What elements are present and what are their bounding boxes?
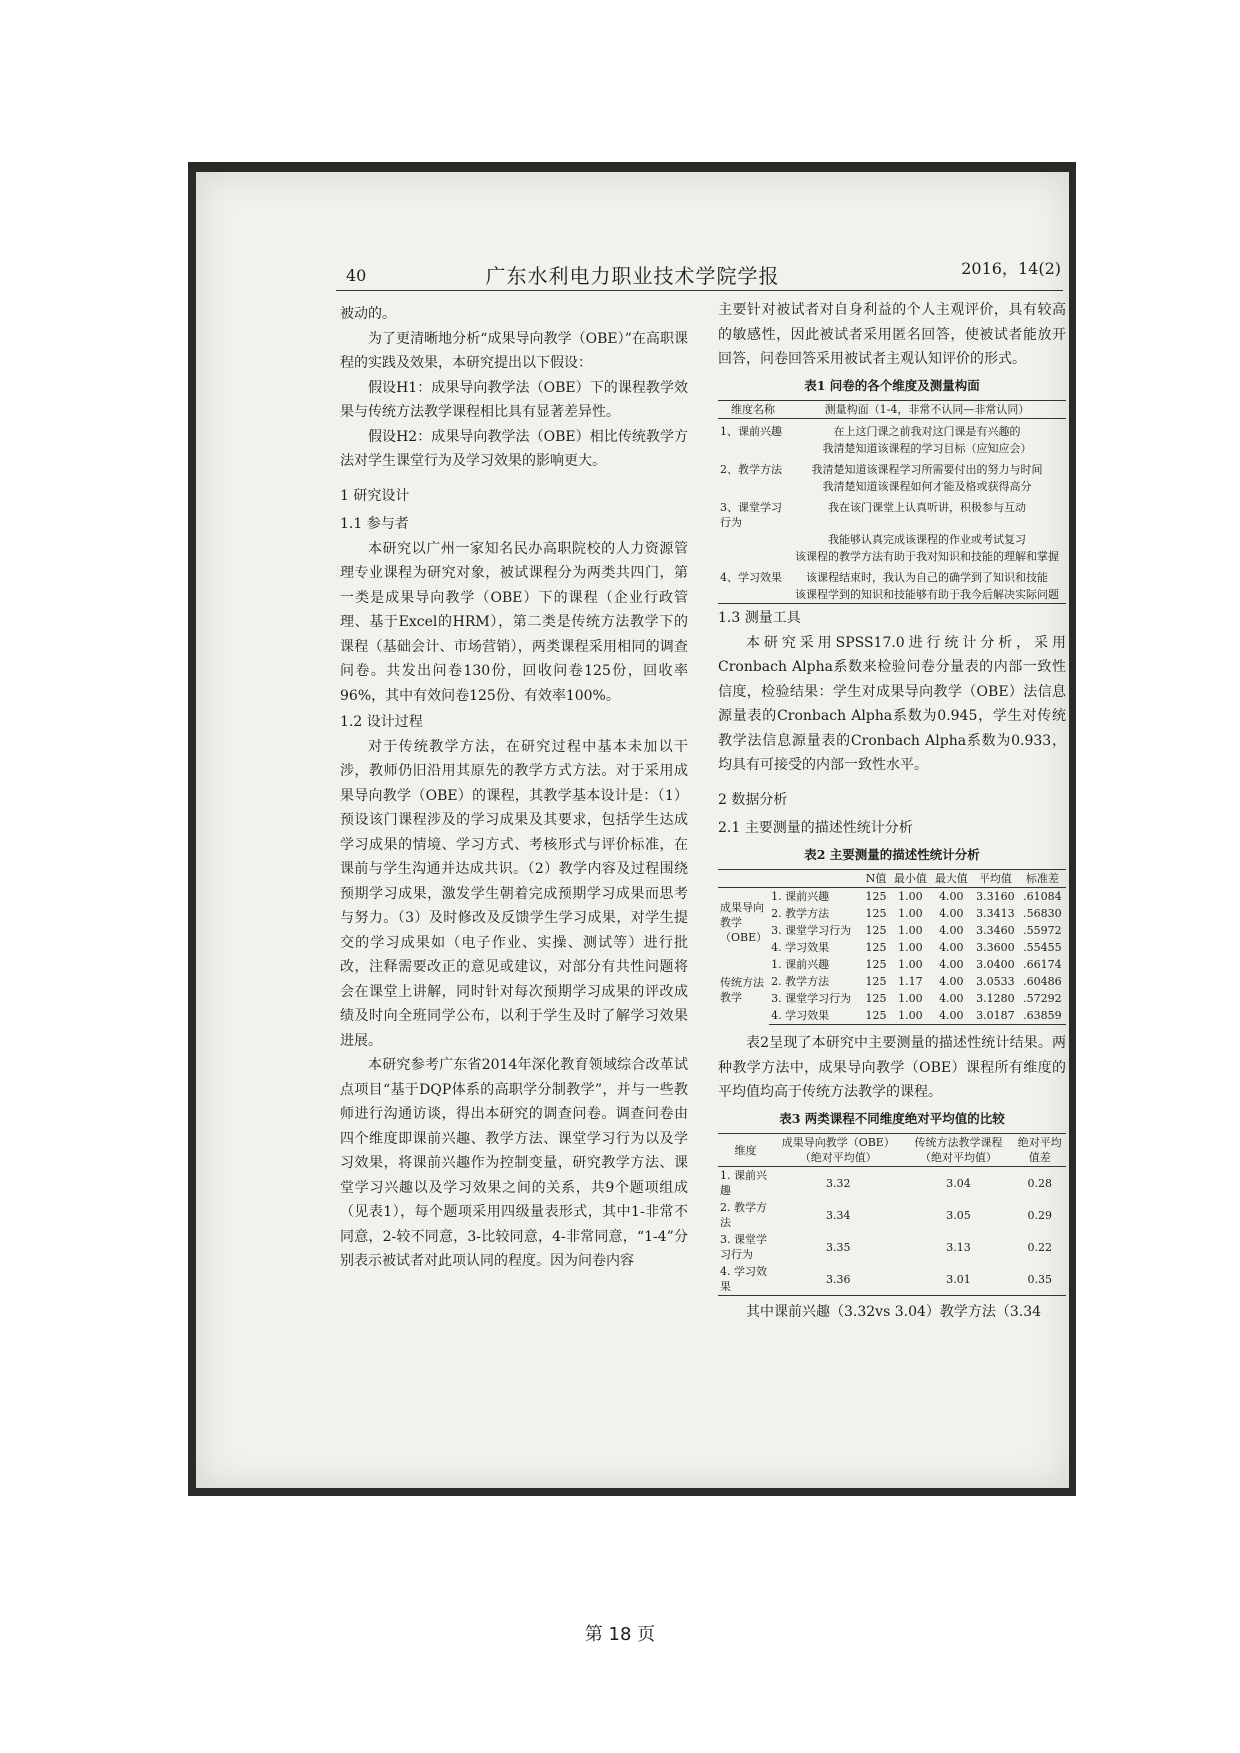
table-cell: 125: [865, 992, 887, 1005]
table-cell: 125: [865, 958, 887, 971]
table-cell: 2. 教学方法: [771, 907, 830, 920]
table-row: [718, 888, 1066, 906]
table-cell: .55972: [1023, 924, 1062, 937]
table-cell: 3.05: [946, 1208, 971, 1222]
table-header: 维度: [718, 1134, 773, 1167]
subsection-heading: 1.2 设计过程: [340, 714, 423, 730]
item-cell: 我在该门课堂上认真听讲，积极参与互动: [828, 501, 1026, 514]
dimension-cell: [718, 440, 788, 457]
table-row: [718, 905, 1066, 922]
table-caption: 表2 主要测量的描述性统计分析: [804, 846, 980, 862]
item-cell: 在上这门课之前我对这门课是有兴趣的: [833, 425, 1021, 438]
table-header: [769, 870, 862, 888]
item-cell: 我清楚知道该课程学习所需要付出的努力与时间: [811, 463, 1043, 476]
table-cell: 3. 课堂学习行为: [771, 924, 852, 937]
table-cell: 3.0400: [976, 958, 1015, 971]
table-cell: 125: [865, 924, 887, 937]
journal-title: 广东水利电力职业技术学院学报: [485, 264, 780, 288]
section-heading: 2 数据分析: [718, 791, 788, 808]
table-cell: 3.3413: [976, 907, 1015, 920]
table-cell: .63859: [1019, 1007, 1066, 1025]
dimension-cell: [718, 586, 788, 604]
table-cell: 3.13: [946, 1240, 971, 1254]
paragraph: 其中课前兴趣（3.32vs 3.04）教学方法（3.34: [746, 1304, 1042, 1320]
table-cell: 3.34: [826, 1208, 851, 1222]
item-cell: 该课程结束时，我认为自己的确学到了知识和技能: [806, 571, 1048, 584]
paragraph: 对于传统教学方法，在研究过程中基本未加以干涉，教师仍旧沿用其原先的教学方式方法。对于采用成果导向教学（OBE）的课程，其教学基本设计是：（1）预设该门课程涉及的学习成果及其要求，包括学生达成学习成果的情境、学习方式、考核形式与评价标准，在课前与学生沟通并达成共识。（2）教学内容及过程围绕预期学习成果，激发学生朝着完成预期学习成果而思考与努力。（3）及时修改及反馈学生学习成果，对学生提交的学习成果如（电子作业、实操、测试等）进行批改，注释需要改正的意见或建议，对部分有共性问题将会在课堂上讲解，同时针对每次预期学习成果的评改成绩及时向全班同学公布，以利于学生及时了解学习效果进展。: [340, 738, 688, 1049]
table-header: [718, 870, 769, 888]
table-cell: .57292: [1023, 992, 1062, 1005]
table-cell: 3.04: [946, 1176, 971, 1190]
table-header: 维度名称: [718, 401, 788, 419]
table-cell: 0.35: [1013, 1263, 1066, 1296]
table-header: 绝对平均值差: [1013, 1134, 1066, 1167]
table-cell: 1. 课前兴趣: [771, 890, 830, 903]
table-1: [718, 400, 1066, 604]
table-2: [718, 869, 1066, 1025]
group-cell: 传统方法教学: [720, 976, 764, 1005]
table-row: [718, 973, 1066, 990]
table-cell: 1.00: [898, 907, 923, 920]
dimension-cell: 3、课堂学习行为: [720, 501, 782, 529]
table-cell: 3.32: [826, 1176, 851, 1190]
table-cell: 2. 教学方法: [771, 975, 830, 988]
table-cell: 1. 课前兴趣: [771, 958, 830, 971]
table-cell: 125: [862, 1007, 890, 1025]
table-cell: 125: [865, 890, 887, 903]
paragraph: 为了更清晰地分析“成果导向教学（OBE）”在高职课程的实践及效果，本研究提出以下假设：: [340, 330, 688, 371]
table-caption: 表1 问卷的各个维度及测量构面: [804, 377, 980, 393]
dimension-cell: 1、课前兴趣: [720, 425, 782, 438]
table-cell: 3.0187: [972, 1007, 1019, 1025]
table-cell: 3. 课堂学习行为: [771, 992, 852, 1005]
paragraph: 主要针对被试者对自身利益的个人主观评价，具有较高的敏感性，因此被试者采用匿名回答，使被试者能放开回答，问卷回答采用被试者主观认知评价的形式。: [718, 302, 1066, 367]
section-heading: 1 研究设计: [340, 487, 410, 504]
dimension-cell: 2、教学方法: [720, 463, 782, 476]
table-cell: .55455: [1023, 941, 1062, 954]
table-cell: 125: [865, 975, 887, 988]
paragraph: 表2呈现了本研究中主要测量的描述性统计结果。两种教学方法中，成果导向教学（OBE）课程所有维度的平均值均高于传统方法教学的课程。: [718, 1035, 1066, 1100]
table-cell: 0.29: [1027, 1208, 1052, 1222]
table-cell: 0.28: [1027, 1176, 1052, 1190]
table-row: [718, 1199, 1066, 1231]
table-row: [718, 1231, 1066, 1263]
table-cell: 3.0533: [976, 975, 1015, 988]
table-header: N值: [862, 870, 890, 888]
table-cell: 4.00: [939, 907, 964, 920]
table-cell: 1.00: [898, 992, 923, 1005]
table-row: [718, 1007, 1066, 1025]
table-cell: 2. 教学方法: [720, 1201, 767, 1229]
table-row: [718, 495, 1066, 531]
table-row: [718, 440, 1066, 457]
table-cell: .61084: [1023, 890, 1062, 903]
table-header: 最大值: [931, 870, 972, 888]
table-cell: 3.3460: [976, 924, 1015, 937]
table-cell: 4. 学习效果: [771, 941, 830, 954]
table-row: [718, 548, 1066, 565]
table-row: [718, 1167, 1066, 1200]
item-cell: 该课程学到的知识和技能够有助于我今后解决实际问题: [788, 586, 1066, 604]
table-row: [718, 956, 1066, 973]
table-cell: 3.3160: [976, 890, 1015, 903]
table-row: [718, 478, 1066, 495]
subsection-heading: 1.3 测量工具: [718, 610, 801, 626]
table-row: [718, 1263, 1066, 1296]
table-row: [718, 939, 1066, 956]
dimension-cell: [718, 548, 788, 565]
hypothesis-h1: 假设H1：成果导向教学法（OBE）下的课程教学效果与传统方法教学课程相比具有显著差异性。: [340, 379, 688, 420]
subsection-heading: 1.1 参与者: [340, 516, 409, 532]
table-header: 标准差: [1019, 870, 1066, 888]
item-cell: 我清楚知道该课程的学习目标（应知应会）: [822, 442, 1032, 455]
table-cell: 1.00: [898, 924, 923, 937]
table-cell: 1.00: [890, 1007, 931, 1025]
dimension-cell: 4、学习效果: [720, 571, 782, 584]
table-cell: 1.00: [898, 958, 923, 971]
issue-number: 2016，14(2): [961, 259, 1061, 278]
left-column: [340, 302, 688, 1274]
dimension-cell: [718, 531, 788, 548]
table-cell: 4.00: [931, 1007, 972, 1025]
subsection-heading: 2.1 主要测量的描述性统计分析: [718, 820, 913, 836]
item-cell: 我能够认真完成该课程的作业或考试复习: [828, 533, 1026, 546]
table-cell: 125: [865, 941, 887, 954]
table-row: [718, 531, 1066, 548]
table-cell: 4.00: [939, 992, 964, 1005]
table-cell: 3.01: [904, 1263, 1014, 1296]
table-cell: 4.00: [939, 958, 964, 971]
item-cell: 我清楚知道该课程如何才能及格或获得高分: [822, 480, 1032, 493]
table-cell: 4. 学习效果: [769, 1007, 862, 1025]
table-3: [718, 1133, 1066, 1296]
page-number: 40: [346, 266, 367, 285]
table-row: [718, 457, 1066, 478]
table-cell: 3.35: [826, 1240, 851, 1254]
table-cell: 3.3600: [976, 941, 1015, 954]
header-rule: [336, 290, 1063, 291]
paragraph: 本研究以广州一家知名民办高职院校的人力资源管理专业课程为研究对象，被试课程分为两类共四门，第一类是成果导向教学（OBE）下的课程（企业行政管理、基于Excel的HRM），第二类是传统方法教学下的课程（基础会计、市场营销），两类课程采用相同的调查问卷。共发出问卷130份，回收问卷125份，回收率96%，其中有效问卷125份、有效率100%。: [340, 540, 688, 704]
table-header: 测量构面（1-4，非常不认同—非常认同）: [788, 401, 1066, 419]
group-cell: 成果导向教学（OBE）: [720, 900, 768, 944]
dimension-cell: [718, 478, 788, 495]
hypothesis-h2: 假设H2：成果导向教学法（OBE）相比传统教学方法对学生课堂行为及学习效果的影响更大。: [340, 428, 688, 469]
table-cell: .60486: [1023, 975, 1062, 988]
table-row: [718, 565, 1066, 586]
table-cell: 4.00: [939, 975, 964, 988]
item-cell: 该课程的教学方法有助于我对知识和技能的理解和掌握: [795, 550, 1059, 563]
table-header: 最小值: [890, 870, 931, 888]
table-row: [718, 419, 1066, 441]
table-row: [718, 990, 1066, 1007]
table-cell: 4. 学习效果: [718, 1263, 773, 1296]
table-cell: 0.22: [1027, 1240, 1052, 1254]
table-cell: 3. 课堂学习行为: [720, 1233, 767, 1261]
table-header: 传统方法教学课程（绝对平均值）: [904, 1134, 1014, 1167]
page-footer: 第 18 页: [584, 1624, 656, 1645]
table-cell: .56830: [1023, 907, 1062, 920]
table-cell: 1.17: [898, 975, 923, 988]
table-cell: 1.00: [898, 941, 923, 954]
table-cell: 1.00: [898, 890, 923, 903]
table-header: 成果导向教学（OBE）（绝对平均值）: [773, 1134, 904, 1167]
paragraph: 本研究采用SPSS17.0进行统计分析，采用Cronbach Alpha系数来检验问卷分量表的内部一致性信度，检验结果：学生对成果导向教学（OBE）法信息源量表的Cronbach Alpha系数为0.945，学生对传统教学法信息源量表的Cronbach Alpha系数为0.933，均具有可接受的内部一致性水平。: [718, 634, 1066, 773]
table-cell: 3.36: [773, 1263, 904, 1296]
table-cell: 4.00: [939, 924, 964, 937]
table-row: [718, 586, 1066, 604]
table-row: [718, 922, 1066, 939]
table-cell: 4.00: [939, 890, 964, 903]
table-cell: 4.00: [939, 941, 964, 954]
table-cell: .66174: [1023, 958, 1062, 971]
table-header: 平均值: [972, 870, 1019, 888]
paragraph: 被动的。: [340, 306, 396, 322]
journal-page: [196, 172, 1069, 1488]
paragraph: 本研究参考广东省2014年深化教育领域综合改革试点项目“基于DQP体系的高职学分制教学”，并与一些教师进行沟通访谈，得出本研究的调查问卷。调查问卷由四个维度即课前兴趣、教学方法、课堂学习行为以及学习效果，将课前兴趣作为控制变量，研究教学方法、课堂学习兴趣以及学习效果之间的关系，共9个题项组成（见表1），每个题项采用四级量表形式，其中1-非常不同意，2-较不同意，3-比较同意，4-非常同意，“1-4”分别表示被试者对此项认同的程度。因为问卷内容: [340, 1057, 688, 1269]
table-cell: 1. 课前兴趣: [720, 1169, 767, 1197]
table-cell: 3.1280: [976, 992, 1015, 1005]
table-cell: 125: [865, 907, 887, 920]
table-caption: 表3 两类课程不同维度绝对平均值的比较: [779, 1110, 1005, 1126]
right-column: [718, 298, 1066, 1325]
